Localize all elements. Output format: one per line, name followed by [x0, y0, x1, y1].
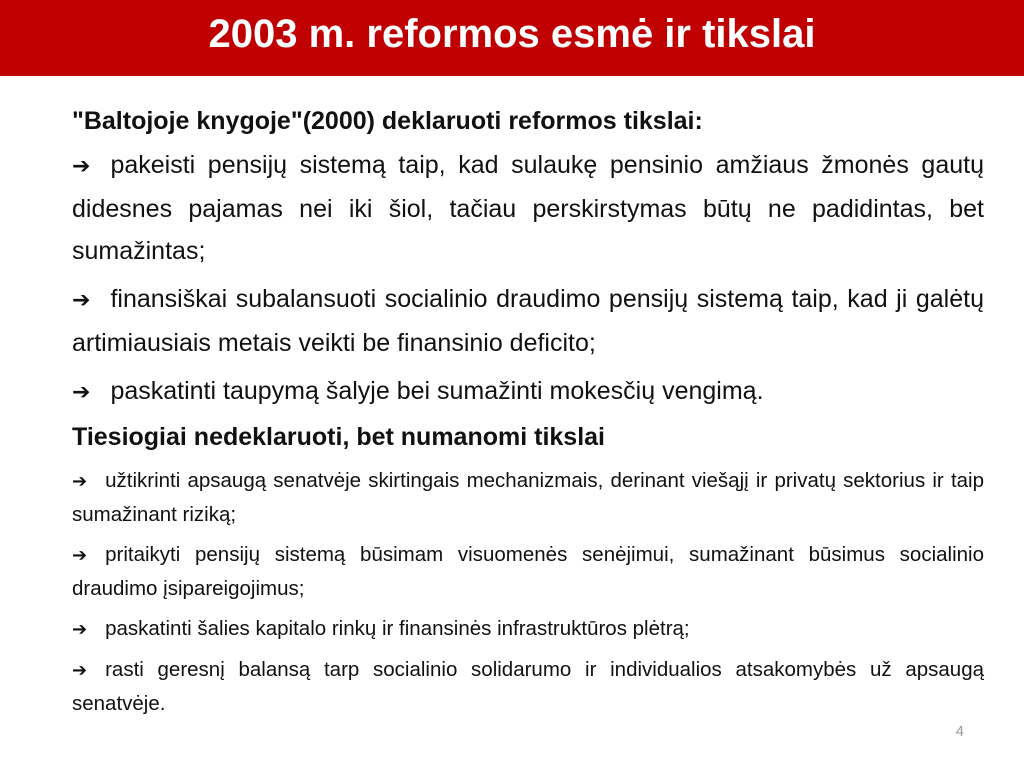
implied-goal-item — [72, 464, 984, 531]
page-number: 4 — [955, 723, 964, 740]
implied-goals-heading: Tiesiogiai nedeklaruoti, bet numanomi tikslai — [72, 423, 605, 451]
declared-goal-text: pakeisti pensijų sistemą taip, kad sulaukę pensinio amžiaus žmonės gautų didesnes pajamas nei iki šiol, tačiau perskirstymas būtų ne padidintas, bet sumažintas; — [72, 151, 984, 265]
slide-title: 2003 m. reformos esmė ir tikslai — [208, 11, 816, 56]
arrow-right-icon: ➔ — [72, 545, 88, 566]
arrow-right-icon: ➔ — [72, 660, 88, 681]
arrow-right-icon: ➔ — [72, 619, 88, 640]
arrow-right-icon: ➔ — [72, 154, 91, 179]
implied-goal-text: užtikrinti apsaugą senatvėje skirtingais mechanizmais, derinant viešąjį ir privatų sektorius ir taip sumažinant riziką; — [72, 469, 984, 526]
implied-goal-text: rasti geresnį balansą tarp socialinio solidarumo ir individualios atsakomybės už apsaugą senatvėje. — [72, 658, 984, 715]
arrow-right-icon: ➔ — [72, 288, 91, 313]
arrow-right-icon: ➔ — [72, 380, 91, 405]
implied-goal-item — [72, 612, 984, 646]
title-bar — [0, 0, 1024, 76]
implied-goal-text: paskatinti šalies kapitalo rinkų ir finansinės infrastruktūros plėtrą; — [105, 617, 690, 640]
declared-goal-item — [72, 370, 984, 414]
declared-goal-text: paskatinti taupymą šalyje bei sumažinti mokesčių vengimą. — [110, 377, 764, 405]
implied-goal-text: pritaikyti pensijų sistemą būsimam visuomenės senėjimui, sumažinant būsimus socialinio draudimo įsipareigojimus; — [72, 543, 984, 600]
arrow-right-icon: ➔ — [72, 471, 88, 492]
declared-goal-item — [72, 278, 984, 364]
implied-goal-item — [72, 653, 984, 720]
implied-goal-item — [72, 538, 984, 605]
declared-goals-heading: "Baltojoje knygoje"(2000) deklaruoti reformos tikslai: — [72, 107, 703, 135]
declared-goal-text: finansiškai subalansuoti socialinio draudimo pensijų sistemą taip, kad ji galėtų artimiausiais metais veikti be finansinio deficito; — [72, 285, 984, 357]
slide-content — [72, 104, 984, 727]
declared-goal-item — [72, 144, 984, 272]
